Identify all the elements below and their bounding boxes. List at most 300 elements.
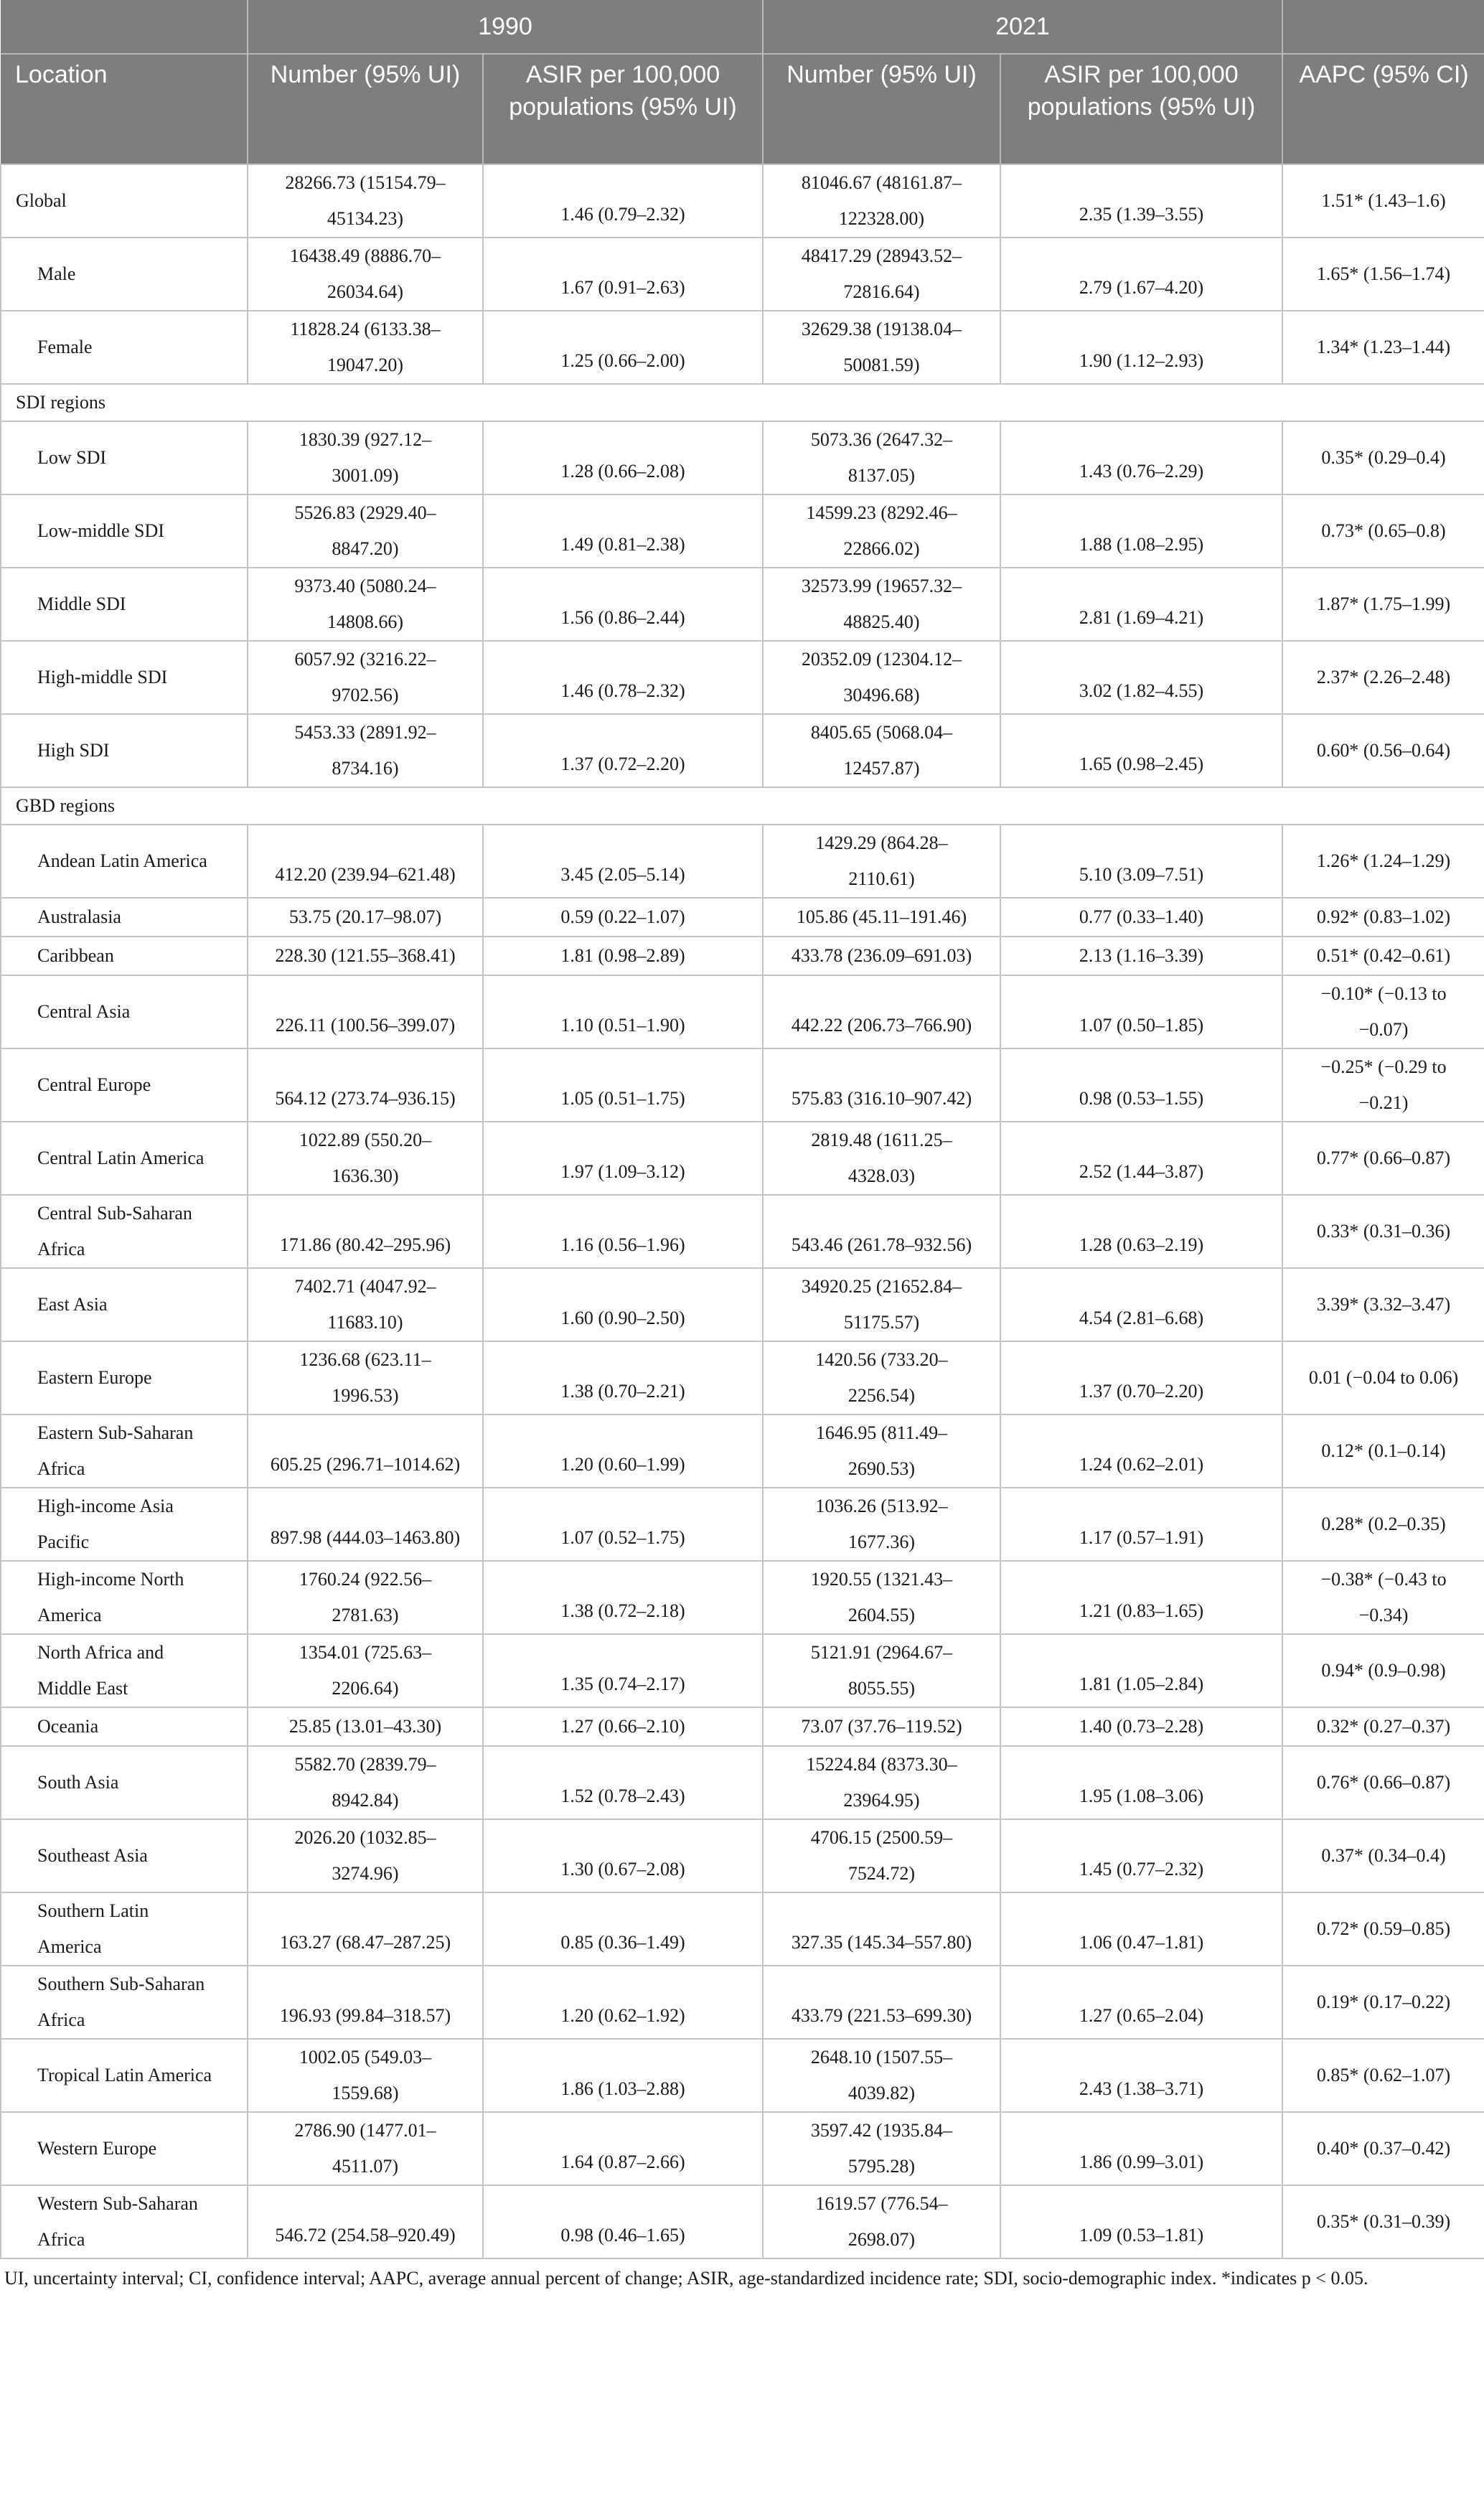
asir-1990-cell: 1.16 (0.56–1.96) [483,1195,763,1268]
cell-line-1: 5453.33 (2891.92– [294,722,436,743]
number-2021-cell [763,421,1000,494]
cell-line-1: 9373.40 (5080.24– [294,576,436,596]
cell-line-2: 8847.20) [332,538,399,559]
number-2021-cell: 433.78 (236.09–691.03) [763,937,1000,975]
group-row [1,384,1484,421]
asir-1990-cell: 0.85 (0.36–1.49) [483,1892,763,1966]
number-1990-cell: 228.30 (121.55–368.41) [248,937,483,975]
cell-line-2: 30496.68) [843,685,920,705]
asir-1990-cell: 1.64 (0.87–2.66) [483,2112,763,2185]
cell-line-1: 2819.48 (1611.25– [811,1130,952,1150]
cell-line-1: High-income North [37,1569,184,1590]
cell-line-1: 15224.84 (8373.30– [806,1754,957,1775]
asir-2021-cell: 1.09 (0.53–1.81) [1000,2185,1282,2258]
asir-1990-cell: 1.49 (0.81–2.38) [483,494,763,568]
header-asir-2021: ASIR per 100,000 populations (95% UI) [1000,54,1282,164]
number-2021-cell [763,1268,1000,1341]
table-row [1,164,1484,238]
cell-line-1: Central Sub-Saharan [37,1203,192,1224]
cell-line-2: 4328.03) [847,1165,916,1186]
cell-line-1: 16438.49 (8886.70– [289,245,441,266]
number-2021-cell [763,1341,1000,1414]
asir-1990-cell: 1.37 (0.72–2.20) [483,714,763,787]
cell-line-1: 1429.29 (864.28– [815,832,948,853]
cell-line-2: −0.21) [1358,1092,1409,1113]
asir-1990-cell: 1.81 (0.98–2.89) [483,937,763,975]
location-cell: Global [1,164,248,238]
number-1990-cell [248,311,483,384]
cell-line-1: 5526.83 (2929.40– [294,502,436,523]
cell-line-1: −0.10* (−0.13 to [1320,983,1447,1004]
aapc-cell: 1.26* (1.24–1.29) [1282,825,1484,898]
number-2021-cell: 433.79 (221.53–699.30) [763,1966,1000,2039]
asir-2021-cell: 1.95 (1.08–3.06) [1000,1746,1282,1819]
cell-line-2: Africa [37,2229,85,2250]
table-row [1,421,1484,494]
cell-line-1: 48417.29 (28943.52– [801,245,962,266]
header-number-1990: Number (95% UI) [248,54,483,164]
header-blank-2 [1282,0,1484,54]
number-1990-cell: 605.25 (296.71–1014.62) [248,1414,483,1488]
cell-line-2: Africa [37,1458,85,1479]
location-cell [1,1561,248,1634]
asir-2021-cell: 2.35 (1.39–3.55) [1000,164,1282,238]
number-2021-cell [763,1819,1000,1892]
asir-1990-cell: 1.60 (0.90–2.50) [483,1268,763,1341]
aapc-cell: 1.34* (1.23–1.44) [1282,311,1484,384]
aapc-cell: 0.94* (0.9–0.98) [1282,1634,1484,1707]
cell-line-2: 50081.59) [843,355,920,375]
number-1990-cell [248,714,483,787]
aapc-cell: 0.12* (0.1–0.14) [1282,1414,1484,1488]
aapc-cell: 2.37* (2.26–2.48) [1282,641,1484,714]
cell-line-2: 4511.07) [332,2156,399,2177]
cell-line-1: 32573.99 (19657.32– [801,576,962,596]
asir-1990-cell: 1.46 (0.79–2.32) [483,164,763,238]
cell-line-2: 26034.64) [327,281,404,302]
table-row [1,975,1484,1048]
aapc-cell: 1.65* (1.56–1.74) [1282,238,1484,311]
table-row [1,898,1484,937]
table-header [1,0,1484,164]
number-2021-cell [763,1488,1000,1561]
cell-line-1: High-income Asia [37,1496,174,1516]
asir-2021-cell: 0.98 (0.53–1.55) [1000,1048,1282,1122]
asir-2021-cell: 1.27 (0.65–2.04) [1000,1966,1282,2039]
location-cell: Middle SDI [1,568,248,641]
location-cell [1,1634,248,1707]
cell-line-2: 22866.02) [843,538,920,559]
table-row [1,1561,1484,1634]
asir-1990-cell: 1.97 (1.09–3.12) [483,1122,763,1195]
number-2021-cell: 543.46 (261.78–932.56) [763,1195,1000,1268]
asir-2021-cell: 1.65 (0.98–2.45) [1000,714,1282,787]
number-2021-cell [763,1122,1000,1195]
number-1990-cell [248,641,483,714]
table-row [1,311,1484,384]
cell-line-2: 1677.36) [847,1531,916,1552]
aapc-cell: 1.51* (1.43–1.6) [1282,164,1484,238]
aapc-cell: 3.39* (3.32–3.47) [1282,1268,1484,1341]
asir-2021-cell: 2.81 (1.69–4.21) [1000,568,1282,641]
aapc-cell [1282,975,1484,1048]
cell-line-2: 8942.84) [332,1790,399,1811]
table-row [1,1195,1484,1268]
number-1990-cell: 196.93 (99.84–318.57) [248,1966,483,2039]
number-1990-cell: 412.20 (239.94–621.48) [248,825,483,898]
cell-line-2: 2698.07) [847,2229,916,2250]
aapc-cell: 0.92* (0.83–1.02) [1282,898,1484,937]
aapc-cell: 0.40* (0.37–0.42) [1282,2112,1484,2185]
number-1990-cell [248,494,483,568]
table-row [1,1892,1484,1966]
location-cell [1,1966,248,2039]
table-row [1,1341,1484,1414]
location-cell [1,1195,248,1268]
cell-line-1: 1354.01 (725.63– [299,1642,432,1663]
cell-line-1: 1619.57 (776.54– [815,2193,948,2214]
number-1990-cell: 226.11 (100.56–399.07) [248,975,483,1048]
location-cell [1,1488,248,1561]
cell-line-2: 19047.20) [327,355,404,375]
asir-2021-cell: 2.52 (1.44–3.87) [1000,1122,1282,1195]
aapc-cell: 0.32* (0.27–0.37) [1282,1707,1484,1746]
aapc-cell: 1.87* (1.75–1.99) [1282,568,1484,641]
asir-2021-cell: 2.79 (1.67–4.20) [1000,238,1282,311]
table-row [1,714,1484,787]
number-1990-cell: 564.12 (273.74–936.15) [248,1048,483,1122]
location-cell: Central Asia [1,975,248,1048]
cell-line-1: 3597.42 (1935.84– [810,2120,953,2141]
cell-line-2: America [37,1936,102,1957]
cell-line-1: 14599.23 (8292.46– [806,502,957,523]
group-label: GBD regions [1,787,1484,825]
asir-2021-cell: 1.40 (0.73–2.28) [1000,1707,1282,1746]
aapc-cell: 0.77* (0.66–0.87) [1282,1122,1484,1195]
cell-line-1: 1236.68 (623.11– [299,1349,431,1370]
table-row [1,1746,1484,1819]
cell-line-2: Africa [37,1239,85,1259]
number-2021-cell: 442.22 (206.73–766.90) [763,975,1000,1048]
cell-line-1: 32629.38 (19138.04– [801,319,962,339]
number-2021-cell [763,568,1000,641]
aapc-cell: 0.19* (0.17–0.22) [1282,1966,1484,2039]
number-2021-cell [763,494,1000,568]
cell-line-2: 72816.64) [843,281,920,302]
asir-2021-cell: 1.24 (0.62–2.01) [1000,1414,1282,1488]
location-cell [1,2185,248,2258]
cell-line-1: 5121.91 (2964.67– [810,1642,953,1663]
location-cell: Central Latin America [1,1122,248,1195]
table-row [1,1414,1484,1488]
cell-line-2: Pacific [37,1531,90,1552]
asir-1990-cell: 1.27 (0.66–2.10) [483,1707,763,1746]
location-cell: Low SDI [1,421,248,494]
cell-line-2: Africa [37,2009,85,2030]
cell-line-1: 4706.15 (2500.59– [810,1827,953,1848]
cell-line-2: 2110.61) [848,868,915,889]
cell-line-1: 1920.55 (1321.43– [810,1569,953,1590]
asir-2021-cell: 1.06 (0.47–1.81) [1000,1892,1282,1966]
cell-line-1: 1420.56 (733.20– [815,1349,948,1370]
number-2021-cell: 575.83 (316.10–907.42) [763,1048,1000,1122]
asir-1990-cell: 1.10 (0.51–1.90) [483,975,763,1048]
cell-line-2: 45134.23) [327,208,404,229]
number-2021-cell [763,238,1000,311]
asir-1990-cell: 1.20 (0.60–1.99) [483,1414,763,1488]
location-cell: High-middle SDI [1,641,248,714]
number-1990-cell [248,164,483,238]
aapc-cell: 0.51* (0.42–0.61) [1282,937,1484,975]
location-cell: High SDI [1,714,248,787]
table-row [1,641,1484,714]
number-2021-cell [763,2112,1000,2185]
table-footnote: UI, uncertainty interval; CI, confidence interval; AAPC, average annual percent of change; ASIR, age-standardized incidence rate; SDI, socio-demographic index. *indicates p < 0.05. [4,2268,1368,2289]
cell-line-1: Western Sub-Saharan [37,2193,198,2214]
table-row [1,1966,1484,2039]
location-cell [1,1892,248,1966]
asir-2021-cell: 5.10 (3.09–7.51) [1000,825,1282,898]
number-2021-cell [763,2039,1000,2112]
cell-line-2: 51175.57) [843,1312,920,1333]
asir-2021-cell: 1.88 (1.08–2.95) [1000,494,1282,568]
number-2021-cell [763,825,1000,898]
cell-line-2: America [37,1605,102,1625]
cell-line-1: 5582.70 (2839.79– [294,1754,436,1775]
number-1990-cell [248,1341,483,1414]
asir-2021-cell: 1.37 (0.70–2.20) [1000,1341,1282,1414]
asir-1990-cell: 1.38 (0.72–2.18) [483,1561,763,1634]
cell-line-1: Eastern Sub-Saharan [37,1422,194,1443]
cell-line-2: 4039.82) [847,2083,916,2103]
cell-line-2: 8734.16) [332,758,399,779]
cell-line-2: 12457.87) [843,758,920,779]
number-2021-cell [763,311,1000,384]
cell-line-1: 8405.65 (5068.04– [810,722,953,743]
aapc-cell [1282,1048,1484,1122]
table-row [1,1122,1484,1195]
cell-line-1: 7402.71 (4047.92– [294,1276,436,1297]
number-1990-cell [248,238,483,311]
asir-1990-cell: 0.59 (0.22–1.07) [483,898,763,937]
location-cell: Western Europe [1,2112,248,2185]
cell-line-1: 1002.05 (549.03– [299,2047,432,2068]
cell-line-1: 1022.89 (550.20– [299,1130,432,1150]
asir-1990-cell: 1.28 (0.66–2.08) [483,421,763,494]
asir-1990-cell: 1.52 (0.78–2.43) [483,1746,763,1819]
number-2021-cell [763,164,1000,238]
cell-line-1: 2786.90 (1477.01– [294,2120,436,2141]
asir-1990-cell: 1.38 (0.70–2.21) [483,1341,763,1414]
header-number-2021: Number (95% UI) [763,54,1000,164]
number-1990-cell [248,2112,483,2185]
asir-2021-cell: 1.43 (0.76–2.29) [1000,421,1282,494]
number-2021-cell [763,714,1000,787]
location-cell: Low-middle SDI [1,494,248,568]
cell-line-2: 11683.10) [327,1312,403,1333]
table-row [1,238,1484,311]
location-cell: Caribbean [1,937,248,975]
cell-line-1: North Africa and [37,1642,164,1663]
location-cell: Tropical Latin America [1,2039,248,2112]
asir-1990-cell: 1.25 (0.66–2.00) [483,311,763,384]
asir-1990-cell: 0.98 (0.46–1.65) [483,2185,763,2258]
asir-2021-cell: 1.07 (0.50–1.85) [1000,975,1282,1048]
table-row [1,1819,1484,1892]
location-cell: Southeast Asia [1,1819,248,1892]
cell-line-2: 1636.30) [332,1165,399,1186]
cell-line-2: 48825.40) [843,611,920,632]
asir-2021-cell: 0.77 (0.33–1.40) [1000,898,1282,937]
asir-1990-cell: 1.67 (0.91–2.63) [483,238,763,311]
header-asir-1990: ASIR per 100,000 populations (95% UI) [483,54,763,164]
location-cell: Female [1,311,248,384]
number-1990-cell [248,1634,483,1707]
number-2021-cell [763,2185,1000,2258]
table-row [1,2112,1484,2185]
cell-line-1: 28266.73 (15154.79– [285,172,446,193]
number-1990-cell: 163.27 (68.47–287.25) [248,1892,483,1966]
location-cell: Central Europe [1,1048,248,1122]
asir-1990-cell: 1.35 (0.74–2.17) [483,1634,763,1707]
cell-line-2: −0.07) [1358,1019,1409,1040]
asir-2021-cell: 1.17 (0.57–1.91) [1000,1488,1282,1561]
cell-line-2: 3001.09) [332,465,399,486]
cell-line-2: 2604.55) [847,1605,916,1625]
cell-line-1: −0.38* (−0.43 to [1320,1569,1447,1590]
number-1990-cell [248,2039,483,2112]
asir-2021-cell: 1.21 (0.83–1.65) [1000,1561,1282,1634]
number-2021-cell [763,1634,1000,1707]
aapc-cell: 0.85* (0.62–1.07) [1282,2039,1484,2112]
location-cell: South Asia [1,1746,248,1819]
cell-line-2: 1996.53) [332,1385,399,1406]
cell-line-1: 11828.24 (6133.38– [290,319,441,339]
location-cell [1,1414,248,1488]
cell-line-2: 2256.54) [847,1385,916,1406]
table-row [1,1268,1484,1341]
cell-line-2: 8055.55) [847,1678,916,1699]
asir-1990-cell: 3.45 (2.05–5.14) [483,825,763,898]
aapc-cell: 0.60* (0.56–0.64) [1282,714,1484,787]
asir-2021-cell: 3.02 (1.82–4.55) [1000,641,1282,714]
cell-line-1: 1830.39 (927.12– [299,429,432,450]
number-1990-cell [248,1268,483,1341]
number-1990-cell [248,1561,483,1634]
asir-1990-cell: 1.05 (0.51–1.75) [483,1048,763,1122]
cell-line-2: 14808.66) [327,611,404,632]
number-2021-cell [763,641,1000,714]
aapc-cell: 0.73* (0.65–0.8) [1282,494,1484,568]
aapc-cell: 0.35* (0.29–0.4) [1282,421,1484,494]
number-2021-cell [763,1414,1000,1488]
header-year-2021: 2021 [763,0,1282,54]
cell-line-1: 2648.10 (1507.55– [810,2047,953,2068]
cell-line-1: 5073.36 (2647.32– [810,429,953,450]
location-cell: Andean Latin America [1,825,248,898]
cell-line-1: 81046.67 (48161.87– [801,172,962,193]
header-location: Location [1,54,248,164]
asir-2021-cell: 1.86 (0.99–3.01) [1000,2112,1282,2185]
header-year-1990: 1990 [248,0,763,54]
asir-1990-cell: 1.46 (0.78–2.32) [483,641,763,714]
number-1990-cell: 171.86 (80.42–295.96) [248,1195,483,1268]
asir-1990-cell: 1.30 (0.67–2.08) [483,1819,763,1892]
cell-line-2: 2690.53) [847,1458,916,1479]
number-1990-cell [248,1122,483,1195]
asir-2021-cell: 1.45 (0.77–2.32) [1000,1819,1282,1892]
asir-1990-cell: 1.20 (0.62–1.92) [483,1966,763,2039]
cell-line-2: 9702.56) [332,685,399,705]
header-blank [1,0,248,54]
asir-2021-cell: 4.54 (2.81–6.68) [1000,1268,1282,1341]
number-1990-cell: 546.72 (254.58–920.49) [248,2185,483,2258]
location-cell: East Asia [1,1268,248,1341]
table-body [1,164,1484,2258]
cell-line-2: 5795.28) [847,2156,916,2177]
cell-line-1: 1646.95 (811.49– [815,1422,948,1443]
table-row [1,1707,1484,1746]
asir-2021-cell: 2.13 (1.16–3.39) [1000,937,1282,975]
aapc-cell [1282,1561,1484,1634]
asir-2021-cell: 1.90 (1.12–2.93) [1000,311,1282,384]
cell-line-1: 20352.09 (12304.12– [801,649,962,670]
asir-1990-cell: 1.86 (1.03–2.88) [483,2039,763,2112]
location-cell: Australasia [1,898,248,937]
table-row [1,937,1484,975]
group-row [1,787,1484,825]
location-cell: Oceania [1,1707,248,1746]
number-2021-cell: 327.35 (145.34–557.80) [763,1892,1000,1966]
cell-line-1: Southern Sub-Saharan [37,1974,205,1994]
number-1990-cell: 25.85 (13.01–43.30) [248,1707,483,1746]
cell-line-2: 8137.05) [847,465,916,486]
cell-line-2: 3274.96) [332,1863,399,1884]
location-cell: Eastern Europe [1,1341,248,1414]
number-1990-cell: 897.98 (444.03–1463.80) [248,1488,483,1561]
table-row [1,568,1484,641]
table-row [1,1048,1484,1122]
asir-2021-cell: 2.43 (1.38–3.71) [1000,2039,1282,2112]
table-row [1,1634,1484,1707]
cell-line-1: −0.25* (−0.29 to [1320,1056,1447,1077]
table-row [1,2185,1484,2258]
number-1990-cell [248,1819,483,1892]
table-row [1,1488,1484,1561]
cell-line-1: 1036.26 (513.92– [815,1496,948,1516]
location-cell: Male [1,238,248,311]
aapc-cell: 0.72* (0.59–0.85) [1282,1892,1484,1966]
number-2021-cell: 73.07 (37.76–119.52) [763,1707,1000,1746]
cell-line-2: 2206.64) [332,1678,399,1699]
group-label: SDI regions [1,384,1484,421]
number-1990-cell [248,421,483,494]
table-row [1,2039,1484,2112]
header-aapc: AAPC (95% CI) [1282,54,1484,164]
table-row [1,494,1484,568]
number-1990-cell [248,568,483,641]
aapc-cell: 0.01 (−0.04 to 0.06) [1282,1341,1484,1414]
asir-2021-cell: 1.81 (1.05–2.84) [1000,1634,1282,1707]
cell-line-2: 23964.95) [843,1790,920,1811]
cell-line-2: 7524.72) [847,1863,916,1884]
number-2021-cell: 105.86 (45.11–191.46) [763,898,1000,937]
cell-line-2: 2781.63) [332,1605,399,1625]
cell-line-1: 34920.25 (21652.84– [801,1276,962,1297]
cell-line-2: −0.34) [1358,1605,1409,1625]
aapc-cell: 0.37* (0.34–0.4) [1282,1819,1484,1892]
aapc-cell: 0.35* (0.31–0.39) [1282,2185,1484,2258]
